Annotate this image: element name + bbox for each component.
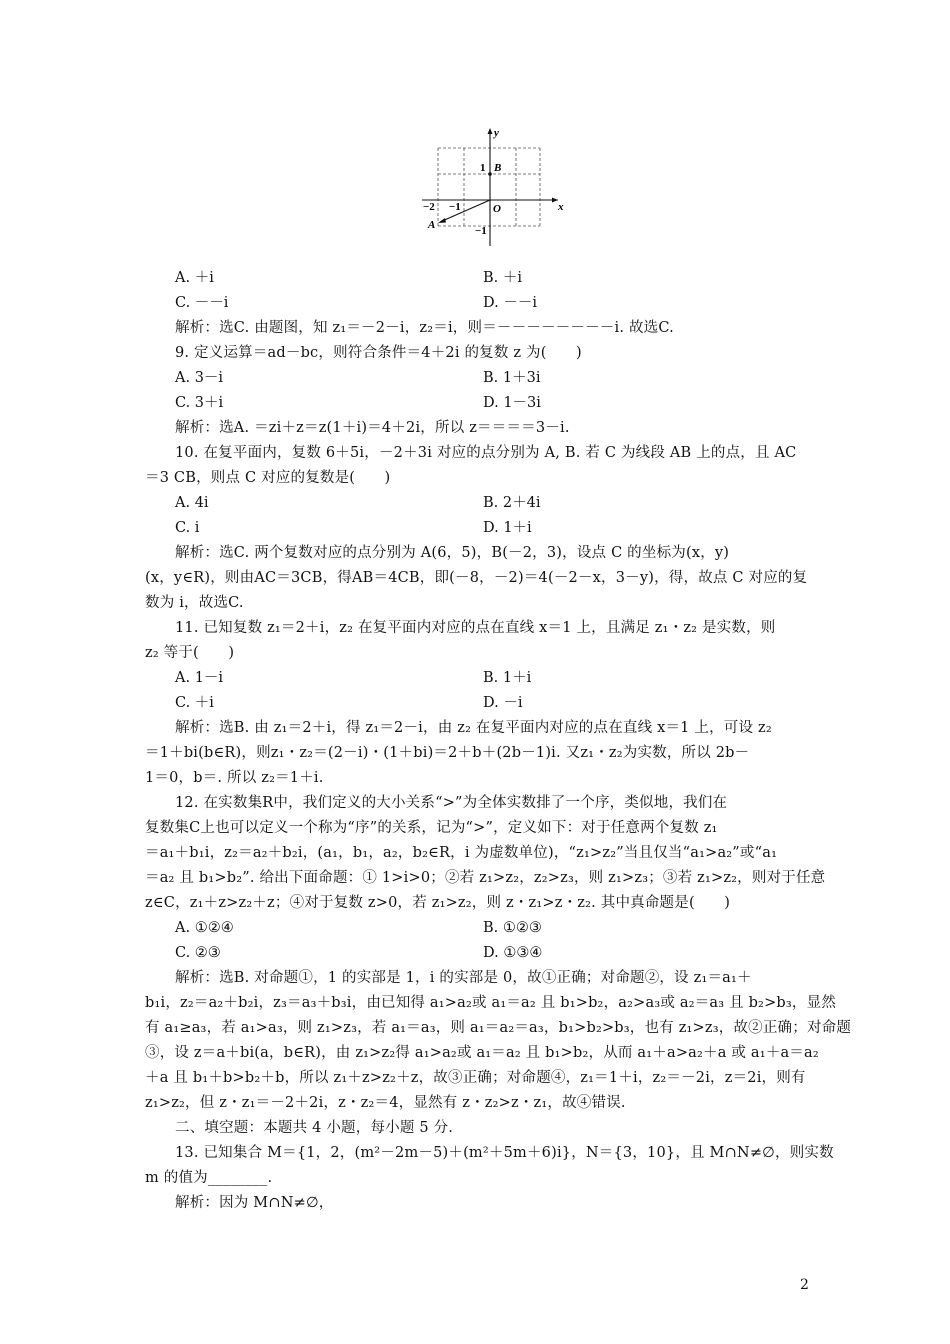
label-a: A [428,219,436,231]
q12-solution-6: z₁>z₂，但 z・z₁＝－2＋2i，z・z₂＝4，显然有 z・z₂>z・z₁，故④错误. [145,1095,626,1111]
axes [422,130,558,246]
y-axis-arrow [488,128,493,134]
q9-stem: 9. 定义运算＝ad－bc，则符合条件＝4＋2i 的复数 z 为( ) [175,345,582,361]
q12-stem-5: z∈C，z₁＋z>z₂＋z；④对于复数 z>0，若 z₁>z₂，则 z・z₁>z・z₂. 其中真命题是( ) [145,895,731,911]
label-x: x [558,201,564,213]
q9-option-d: D. 1－3i [483,395,541,411]
q12-solution-4: ③，设 z＝a＋bi(a，b∈R)，由 z₁>z₂得 a₁>a₂或 a₁＝a₂ 且 b₁>b₂，从而 a₁＋a>a₂＋a 或 a₁＋a＝a₂ [145,1045,819,1061]
q11-option-a: A. 1－i [175,670,224,686]
q13-solution-1: 解析：因为 M∩N≠∅， [175,1195,334,1211]
label-neg2: −2 [423,201,435,213]
page-number: 2 [800,1277,809,1293]
complex-plane-figure [420,122,570,250]
q11-option-d: D. －i [483,695,523,711]
q11-stem-2: z₂ 等于( ) [145,645,235,661]
q10-solution-3: 数为 i，故选C. [145,595,244,611]
q9-option-c: C. 3＋i [175,395,224,411]
q12-solution-3: 有 a₁≥a₃，若 a₁>a₃，则 z₁>z₃，若 a₁＝a₃，则 a₁＝a₂＝a₃，b₁>b₂>b₃，也有 z₁>z₃，故②正确；对命题 [145,1020,852,1036]
q9-option-a: A. 3－i [175,370,224,386]
complex-plane-svg [420,122,570,250]
q12-stem-4: ＝a₂ 且 b₁>b₂”. 给出下面命题：① 1>i>0；②若 z₁>z₂，z₂>z₃，则 z₁>z₃；③若 z₁>z₂，则对于任意 [145,870,826,886]
q12-solution-5: ＋a 且 b₁＋b>b₂＋b，所以 z₁＋z>z₂＋z，故③正确；对命题④，z₁＝1＋i，z₂＝－2i，z＝2i，则有 [145,1070,806,1086]
label-yneg1: −1 [475,225,487,237]
label-neg1: −1 [449,201,461,213]
q12-solution-2: b₁i，z₂＝a₂＋b₂i，z₃＝a₃＋b₃i，由已知得 a₁>a₂或 a₁＝a₂ 且 b₁>b₂，a₂>a₃或 a₂＝a₃ 且 b₂>b₃，显然 [145,995,837,1011]
q11-stem-1: 11. 已知复数 z₁＝2＋i，z₂ 在复平面内对应的点在直线 x＝1 上，且满足 z₁・z₂ 是实数，则 [175,620,776,636]
section-heading: 二、填空题：本题共 4 小题，每小题 5 分. [175,1120,454,1136]
q11-solution-2: ＝1＋bi(b∈R)，则z₁・z₂＝(2－i)・(1＋bi)＝2＋b＋(2b－1)i. 又z₁・z₂为实数，所以 2b－ [145,745,750,761]
q12-stem-3: ＝a₁＋b₁i，z₂＝a₂＋b₂i，(a₁，b₁，a₂，b₂∈R，i 为虚数单位)，“z₁>z₂”当且仅当“a₁>a₂”或“a₁ [145,845,778,861]
q11-solution-3: 1＝0，b＝. 所以 z₂＝1＋i. [145,770,324,786]
q13-stem-2: m 的值为________. [145,1170,273,1186]
vector-oa [440,200,490,222]
q10-option-c: C. i [175,520,200,536]
q10-solution-2: (x，y∈R)，则由AC＝3CB，得AB＝4CB，即(－8，－2)＝4(－2－x，3－y)，得，故点 C 对应的复 [145,570,808,586]
q12-option-c: C. ②③ [175,945,221,961]
q8-option-d: D. －－i [483,295,537,311]
q8-option-b: B. ＋i [483,270,523,286]
q13-stem-1: 13. 已知集合 M＝{1，2，(m²－2m－5)＋(m²＋5m＋6)i}，N＝{3，10}，且 M∩N≠∅，则实数 [175,1145,834,1161]
q12-stem-1: 12. 在实数集R中，我们定义的大小关系“>”为全体实数排了一个序，类似地，我们在 [175,795,728,811]
label-origin: O [493,203,501,215]
q8-option-c: C. －－i [175,295,229,311]
q12-option-b: B. ①②③ [483,920,542,936]
q12-option-a: A. ①②④ [175,920,234,936]
q8-solution: 解析：选C. 由题图，知 z₁＝－2－i，z₂＝i，则＝－－－－－－－－i. 故选C. [175,320,674,336]
q10-stem-2: ＝3 CB，则点 C 对应的复数是( ) [145,470,391,486]
q10-solution-1: 解析：选C. 两个复数对应的点分别为 A(6，5)，B(－2，3)，设点 C 的坐标为(x，y) [175,545,730,561]
point-b [488,172,492,176]
q9-option-b: B. 1＋3i [483,370,541,386]
q10-option-b: B. 2＋4i [483,495,541,511]
vector-oa-arrow [438,218,446,223]
label-y: y [494,127,499,139]
q12-option-d: D. ①③④ [483,945,543,961]
grid-lines [438,148,540,226]
q11-option-c: C. ＋i [175,695,214,711]
q11-option-b: B. 1＋i [483,670,532,686]
q9-solution: 解析：选A. ＝zi＋z＝z(1＋i)＝4＋2i，所以 z＝＝＝＝3－i. [175,420,570,436]
q11-solution-1: 解析：选B. 由 z₁＝2＋i，得 z₁＝2－i，由 z₂ 在复平面内对应的点在直线 x＝1 上，可设 z₂ [175,720,772,736]
label-b: B [494,162,502,174]
label-y1: 1 [480,162,486,174]
q12-stem-2: 复数集C上也可以定义一个称为“序”的关系，记为“>”，定义如下：对于任意两个复数 z₁ [145,820,718,836]
q8-option-a: A. ＋i [175,270,214,286]
q12-solution-1: 解析：选B. 对命题①，1 的实部是 1，i 的实部是 0，故①正确；对命题②，设 z₁＝a₁＋ [175,970,752,986]
q10-stem-1: 10. 在复平面内，复数 6＋5i，－2＋3i 对应的点分别为 A, B. 若 C 为线段 AB 上的点，且 AC [175,445,797,461]
q10-option-a: A. 4i [175,495,209,511]
q10-option-d: D. 1＋i [483,520,532,536]
